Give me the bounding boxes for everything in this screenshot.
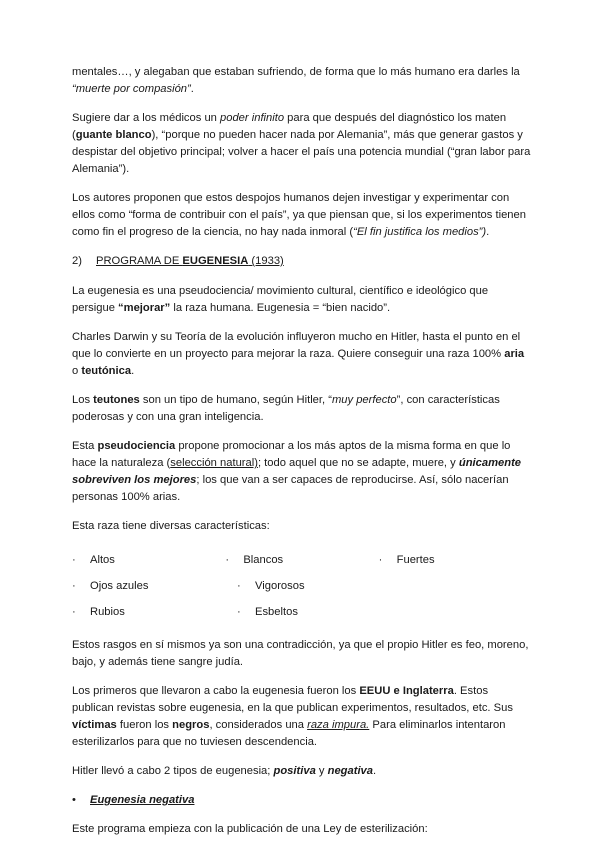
paragraph-10: Los primeros que llevaron a cabo la eugenesia fueron los EEUU e Inglaterra. Estos publican revistas sobre eugenesia, en la que publican experimentos, resultados, etc. Sus víctimas fueron los negros, considerados una raza impura. Para eliminarlos intentaron esterilizarlos para que no tuviesen descendencia. [72,685,513,748]
bullet-icon: • [72,794,76,806]
traits-row [72,547,532,573]
paragraph-12: Este programa empieza con la publicación de una Ley de esterilización: [72,823,428,835]
document-page [72,64,532,850]
paragraph-6: Los teutones son un tipo de humano, según Hitler, “muy perfecto”, con características poderosas y con una gran inteligencia. [72,394,500,423]
paragraph-1: mentales…, y alegaban que estaban sufriendo, de forma que lo más humano era darles la “muerte por compasión”. [72,66,520,95]
paragraph-9: Estos rasgos en sí mismos ya son una contradicción, ya que el propio Hitler es feo, moreno, bajo, y además tiene sangre judía. [72,639,529,668]
paragraph-5: Charles Darwin y su Teoría de la evolución influyeron mucho en Hitler, hasta el punto en el que lo convierte en un proyecto para mejorar la raza. Quiere conseguir una raza 100% aria o teutónica. [72,331,525,377]
subsection-heading: • Eugenesia negativa [72,792,532,809]
traits-row [72,573,532,599]
list-item: · Vigorosos [237,578,402,595]
paragraph-8: Esta raza tiene diversas características: [72,520,270,532]
paragraph-3: Los autores proponen que estos despojos humanos dejen investigar y experimentar con ellos como “forma de contribuir con el país”, ya que piensan que, si los experimentos tienen como fin el progreso de la ciencia, no hay nada inmoral (“El fin justifica los medios”). [72,192,526,238]
list-item: · Rubios [72,604,237,621]
bullet-icon: · [72,605,76,618]
traits-row [72,599,532,625]
bullet-icon: · [237,579,241,592]
paragraph-4: La eugenesia es una pseudociencia/ movimiento cultural, científico e ideológico que persigue “mejorar” la raza humana. Eugenesia = “bien nacido”. [72,285,489,314]
list-item: · Esbeltos [237,604,402,621]
bullet-icon: · [225,553,230,566]
paragraph-7: Esta pseudociencia propone promocionar a los más aptos de la misma forma en que lo hace la naturaleza (selección natural); todo aquel que no se adapte, muere, y únicamente sobreviven los mejores; los que van a ser capaces de reproducirse. Así, sólo nacerían personas 100% arias. [72,440,522,503]
list-item: · Altos [72,552,225,569]
list-item: · Ojos azules [72,578,237,595]
bullet-icon: · [237,605,241,618]
traits-list [72,547,532,625]
bullet-icon: · [72,579,76,592]
bullet-icon: · [72,553,76,566]
paragraph-2: Sugiere dar a los médicos un poder infinito para que después del diagnóstico los maten (guante blanco), “porque no pueden hacer nada por Alemania”, más que generar gastos y despistar del objetivo principal; volver a hacer el país una potencia mundial (“gran labor para Alemania”). [72,112,531,175]
list-item: · Blancos [225,552,378,569]
paragraph-11: Hitler llevó a cabo 2 tipos de eugenesia; positiva y negativa. [72,765,377,777]
section-heading: 2) PROGRAMA DE EUGENESIA (1933) [72,255,284,267]
list-item: · Fuertes [379,552,532,569]
bullet-icon: · [378,553,383,566]
